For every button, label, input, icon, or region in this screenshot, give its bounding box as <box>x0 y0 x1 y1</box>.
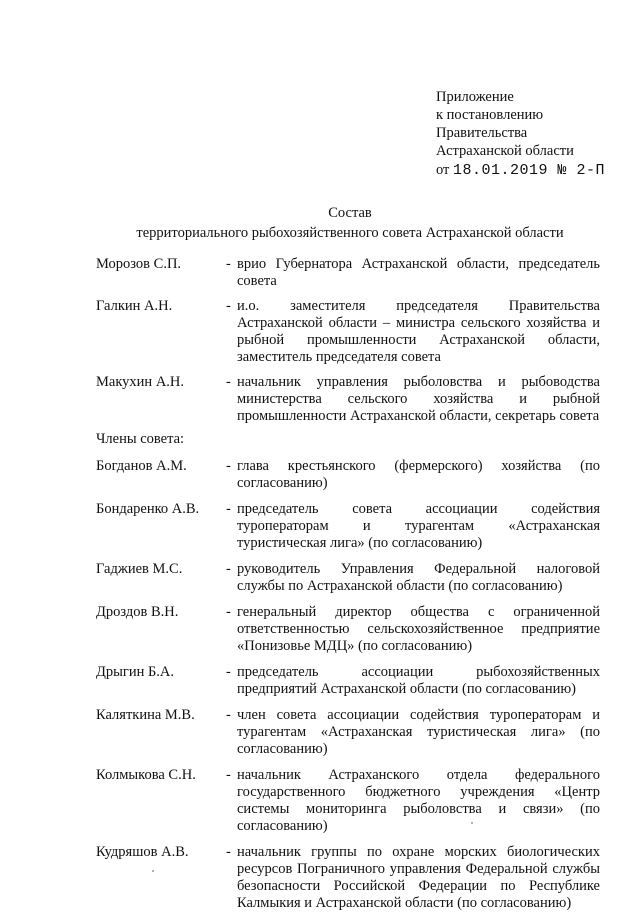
member-name: Дроздов В.Н. <box>96 604 179 620</box>
member-name: Морозов С.П. <box>96 256 182 272</box>
document-title <box>0 204 640 242</box>
appendix-block <box>436 88 605 180</box>
member-description: генеральный директор общества с ограниченной ответственностью сельскохозяйственное предприятие «Понизовье МДЦ» (по согласованию) <box>237 604 600 654</box>
member-list <box>96 256 600 912</box>
member-description: глава крестьянского (фермерского) хозяйства (по согласованию) <box>237 458 600 491</box>
member-dash: - <box>226 844 231 860</box>
member-dash: - <box>226 374 231 390</box>
date-stamp: 18.01.2019 № 2-П <box>453 162 606 179</box>
member-row <box>96 458 600 492</box>
appendix-line-4: Астраханской области <box>436 143 574 159</box>
member-name: Каляткина М.В. <box>96 707 195 723</box>
member-name: Колмыкова С.Н. <box>96 767 196 783</box>
member-description: и.о. заместителя председателя Правительства Астраханской области – министра сельского хозяйства и рыбной промышленности Астраханской области, заместитель председателя совета <box>237 298 600 365</box>
member-dash: - <box>226 501 231 517</box>
member-row <box>96 844 600 912</box>
member-dash: - <box>226 604 231 620</box>
member-row <box>96 707 600 758</box>
member-dash: - <box>226 561 231 577</box>
member-name: Кудряшов А.В. <box>96 844 189 860</box>
member-name: Галкин А.Н. <box>96 298 173 314</box>
member-dash: - <box>226 707 231 723</box>
appendix-line-1: Приложение <box>436 89 514 105</box>
leader-row <box>96 374 600 425</box>
member-dash: - <box>226 256 231 272</box>
member-description: начальник Астраханского отдела федерального государственного бюджетного учреждения «Центр системы мониторинга рыболовства и связи» (по согласованию) <box>237 767 600 834</box>
member-row <box>96 501 600 552</box>
member-dash: - <box>226 298 231 314</box>
member-row <box>96 561 600 595</box>
member-description: член совета ассоциации содействия туроператорам и турагентам «Астраханская туристическая лига» (по согласованию) <box>237 707 600 757</box>
member-dash: - <box>226 458 231 474</box>
member-row <box>96 767 600 835</box>
member-dash: - <box>226 767 231 783</box>
member-description: председатель ассоциации рыбохозяйственных предприятий Астраханской области (по согласованию) <box>237 664 600 697</box>
member-name: Бондаренко А.В. <box>96 501 200 517</box>
title-line-2: территориального рыбохозяйственного совета Астраханской области <box>136 225 564 241</box>
member-description: врио Губернатора Астраханской области, председатель совета <box>237 256 600 289</box>
member-name: Гаджиев М.С. <box>96 561 183 577</box>
date-prefix: от <box>436 162 450 178</box>
member-dash: - <box>226 664 231 680</box>
appendix-line-3: Правительства <box>436 125 528 141</box>
member-name: Дрыгин Б.А. <box>96 664 175 680</box>
member-row <box>96 664 600 698</box>
member-row <box>96 604 600 655</box>
leader-row <box>96 298 600 366</box>
scan-speck <box>152 870 154 872</box>
appendix-line-2: к постановлению <box>436 107 544 123</box>
member-name: Богданов А.М. <box>96 458 187 474</box>
leader-row <box>96 256 600 290</box>
title-line-1: Состав <box>328 205 372 221</box>
member-description: председатель совета ассоциации содействия туроператорам и турагентам «Астраханская туристическая лига» (по согласованию) <box>237 501 600 551</box>
scan-speck <box>471 822 473 824</box>
members-section-label: Члены совета: <box>96 431 185 447</box>
member-description: начальник управления рыболовства и рыбоводства министерства сельского хозяйства и рыбной промышленности Астраханской области, секретарь совета <box>237 374 600 424</box>
appendix-date-line <box>436 161 605 180</box>
member-name: Макухин А.Н. <box>96 374 185 390</box>
member-description: начальник группы по охране морских биологических ресурсов Пограничного управления Федеральной службы безопасности Российской Федерации по Республике Калмыкия и Астраханской области (по согласованию) <box>237 844 600 911</box>
member-description: руководитель Управления Федеральной налоговой службы по Астраханской области (по согласованию) <box>237 561 600 594</box>
